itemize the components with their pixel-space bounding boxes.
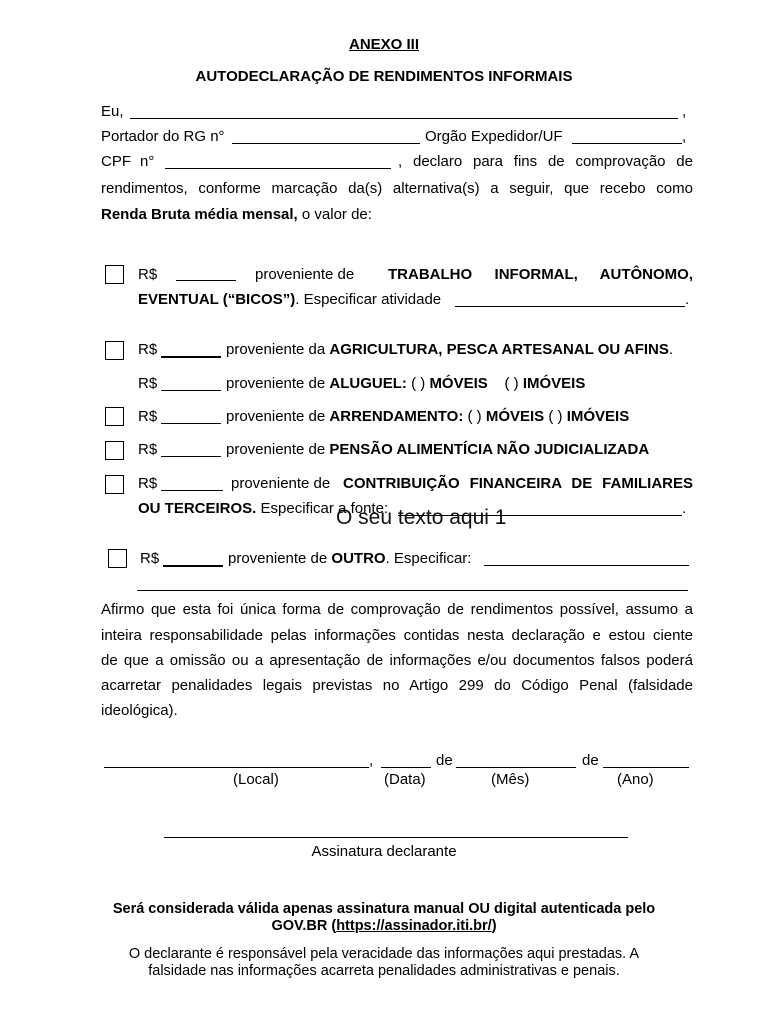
checkbox-pensao[interactable]: [105, 441, 124, 460]
currency: R$: [138, 475, 158, 492]
checkbox-contribuicao[interactable]: [105, 475, 124, 494]
arrendamento-moveis: MÓVEIS: [485, 408, 545, 425]
cpf-field[interactable]: [165, 168, 391, 169]
currency: R$: [138, 375, 158, 392]
aluguel-paren-2[interactable]: ( ): [504, 375, 519, 392]
checkbox-arrendamento[interactable]: [105, 407, 124, 426]
trabalho-rest2: . Especificar atividade: [295, 291, 442, 308]
note-line-1: O declarante é responsável pela veracidade das informações aqui prestadas. A: [128, 946, 640, 962]
value-field-outro[interactable]: [163, 565, 223, 567]
outro-especificar-field[interactable]: [484, 565, 689, 566]
local-caption: (Local): [233, 771, 279, 788]
atividade-field[interactable]: [455, 306, 685, 307]
affirm-line-5: ideológica).: [101, 702, 178, 719]
aluguel-text: [226, 375, 585, 392]
trabalho-bold1: TRABALHO INFORMAL, AUTÔNOMO,: [388, 266, 693, 283]
local-field[interactable]: [104, 767, 369, 768]
aluguel-moveis: MÓVEIS: [429, 375, 488, 392]
value-field-aluguel[interactable]: [161, 390, 221, 391]
data-field[interactable]: [381, 767, 431, 768]
ano-field[interactable]: [603, 767, 689, 768]
outro-bold: OUTRO: [331, 550, 386, 567]
aluguel-paren-1[interactable]: ( ): [411, 375, 426, 392]
value-field-pensao[interactable]: [161, 456, 221, 457]
value-field-trabalho[interactable]: [176, 280, 236, 281]
outro-text: [228, 550, 471, 567]
mes-field[interactable]: [456, 767, 576, 768]
arrendamento-text: [226, 408, 629, 425]
intro-line4: rendimentos, conforme marcação da(s) alternativa(s) a seguir, que recebo como: [101, 180, 693, 197]
arrendamento-paren-1[interactable]: ( ): [467, 408, 482, 425]
page-title: AUTODECLARAÇÃO DE RENDIMENTOS INFORMAIS: [195, 68, 573, 85]
currency: R$: [138, 441, 158, 458]
rg-label: Portador do RG n°: [101, 128, 225, 145]
signature-label: Assinatura declarante: [311, 843, 457, 860]
affirm-line-1: Afirmo que esta foi única forma de comprovação de rendimentos possível, assumo a: [101, 601, 693, 618]
renda-line: [101, 206, 372, 223]
orgao-end: ,: [682, 128, 687, 145]
govbr-label: GOV.BR (: [271, 918, 337, 934]
arrendamento-paren-2[interactable]: ( ): [548, 408, 563, 425]
arrendamento-imoveis: IMÓVEIS: [566, 408, 630, 425]
cpf-after: , declaro para fins de comprovação de: [398, 153, 693, 170]
checkbox-agricultura[interactable]: [105, 341, 124, 360]
cpf-label: CPF: [101, 153, 131, 170]
outro-extra-line[interactable]: [137, 590, 688, 591]
assinador-link[interactable]: https://assinador.iti.br/: [336, 918, 492, 934]
aluguel-imoveis: IMÓVEIS: [522, 375, 586, 392]
ano-caption: (Ano): [617, 771, 654, 788]
overlay-text[interactable]: O seu texto aqui 1: [336, 506, 507, 529]
currency: R$: [138, 408, 158, 425]
cpf-n-label: n°: [140, 153, 155, 170]
valid-line-1: Será considerada válida apenas assinatura manual OU digital autenticada pelo: [112, 901, 656, 917]
orgao-label: Orgão Expedidor/UF: [425, 128, 563, 145]
checkbox-trabalho[interactable]: [105, 265, 124, 284]
outro-rest: . Especificar:: [385, 550, 472, 567]
de-label-2: de: [582, 752, 599, 769]
aluguel-bold: ALUGUEL:: [329, 375, 407, 392]
trabalho-bold2: EVENTUAL (“BICOS”): [138, 291, 296, 308]
mes-caption: (Mês): [491, 771, 530, 788]
eu-end: ,: [682, 103, 687, 120]
name-field[interactable]: [130, 118, 678, 119]
affirm-line-3: de que a omissão ou a apresentação de informações e/ou documentos falsos poderá: [101, 652, 693, 669]
orgao-field[interactable]: [572, 143, 682, 144]
trabalho-end: .: [685, 291, 690, 308]
value-field-contribuicao[interactable]: [161, 490, 223, 491]
contribuicao-rest2: Especificar a fonte:: [256, 500, 389, 517]
prov-label: proveniente de: [226, 375, 326, 392]
rg-field[interactable]: [232, 143, 420, 144]
agricultura-bold: AGRICULTURA, PESCA ARTESANAL OU AFINS: [329, 341, 669, 358]
contribuicao-bold2: OU TERCEIROS.: [138, 500, 257, 517]
currency: R$: [138, 341, 158, 358]
contribuicao-bold1: CONTRIBUIÇÃO FINANCEIRA DE FAMILIARES: [343, 475, 693, 492]
affirm-line-2: inteira responsabilidade pelas informações contidas nesta declaração e estou ciente: [101, 627, 693, 644]
pensao-text: [226, 441, 649, 458]
prov-label: proveniente de: [231, 475, 331, 492]
prov-label: proveniente de: [226, 408, 326, 425]
prov-label: proveniente de: [226, 441, 326, 458]
data-caption: (Data): [384, 771, 426, 788]
valid-line-2-end: ): [491, 918, 497, 934]
arrendamento-bold: ARRENDAMENTO:: [329, 408, 464, 425]
signature-field[interactable]: [164, 837, 628, 838]
prov-label: proveniente da: [226, 341, 326, 358]
note-line-2: falsidade nas informações acarreta penalidades administrativas e penais.: [148, 963, 620, 979]
currency: R$: [140, 550, 160, 567]
trabalho-line2: [138, 291, 441, 308]
renda-rest: o valor de:: [297, 206, 372, 223]
eu-label: Eu,: [101, 103, 124, 120]
valid-line-2: [0, 918, 768, 934]
affirm-line-4: acarretar penalidades legais previstas no Artigo 299 do Código Penal (falsidade: [101, 677, 693, 694]
checkbox-outro[interactable]: [108, 549, 127, 568]
contribuicao-end: .: [682, 500, 687, 517]
agricultura-text: [226, 341, 673, 358]
currency: R$: [138, 266, 158, 283]
annex-title: ANEXO III: [348, 36, 419, 53]
value-field-arrendamento[interactable]: [161, 423, 221, 424]
pensao-bold: PENSÃO ALIMENTÍCIA NÃO JUDICIALIZADA: [329, 441, 650, 458]
value-field-agricultura[interactable]: [161, 356, 221, 358]
agricultura-end: .: [668, 341, 674, 358]
date-comma: ,: [369, 752, 374, 769]
prov-label: proveniente de: [228, 550, 328, 567]
prov-label: proveniente de: [255, 266, 355, 283]
de-label-1: de: [436, 752, 453, 769]
renda-bold: Renda Bruta média mensal,: [101, 206, 298, 223]
